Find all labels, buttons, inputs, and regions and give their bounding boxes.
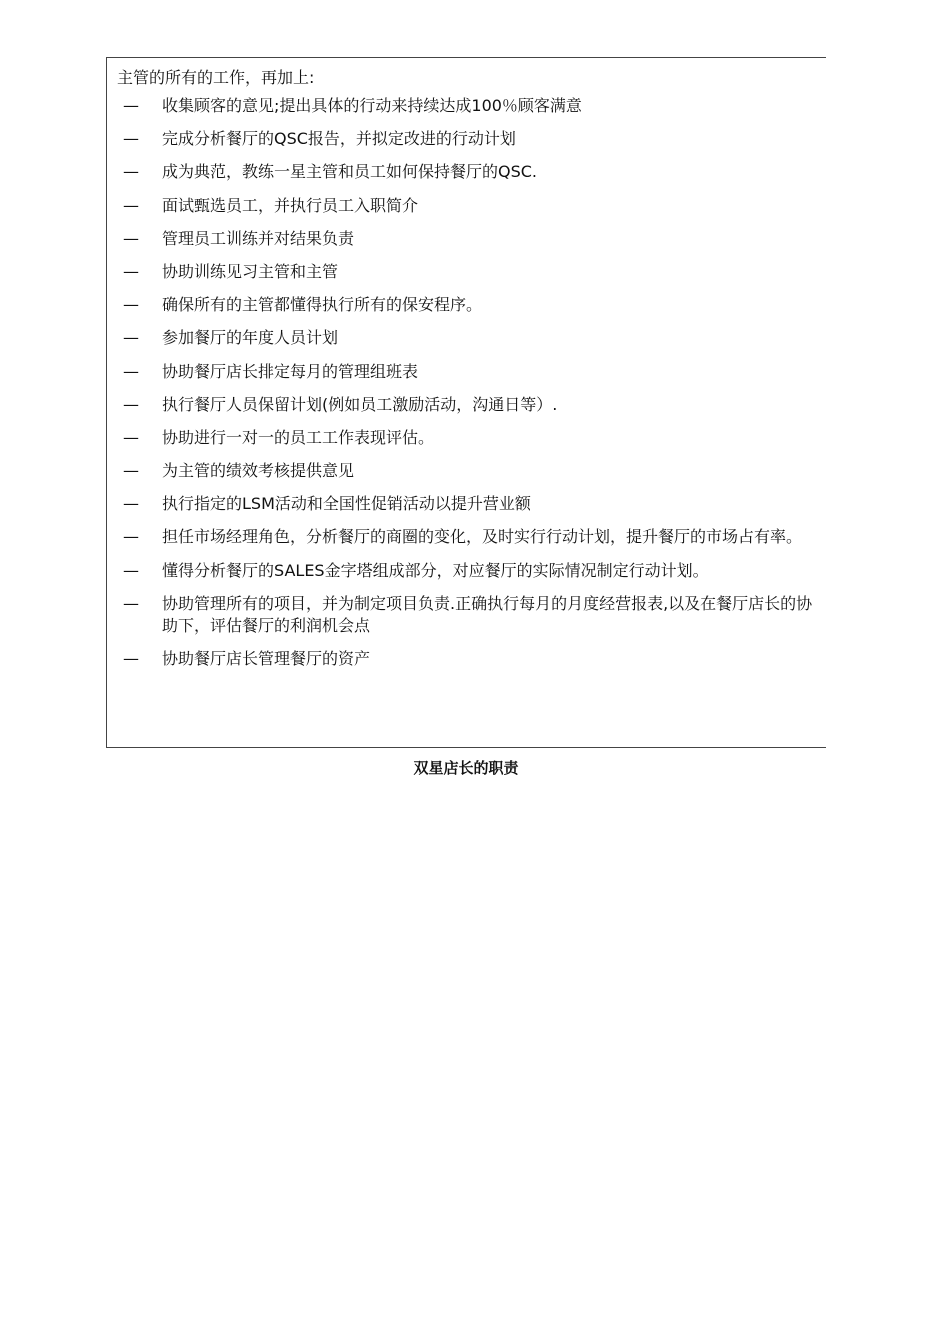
list-item bbox=[107, 327, 819, 349]
duty-text: 懂得分析餐厅的SALES金字塔组成部分，对应餐厅的实际情况制定行动计划。 bbox=[162, 560, 709, 580]
list-item bbox=[107, 394, 819, 416]
duty-text: 协助进行一对一的员工工作表现评估。 bbox=[162, 427, 435, 447]
list-item bbox=[107, 161, 819, 183]
document-caption: 双星店长的职责 bbox=[413, 759, 519, 777]
duty-text: 确保所有的主管都懂得执行所有的保安程序。 bbox=[162, 295, 483, 315]
duty-text: 协助餐厅店长排定每月的管理组班表 bbox=[162, 361, 419, 381]
duty-text: 成为典范，教练一星主管和员工如何保持餐厅的QSC. bbox=[162, 162, 538, 182]
dash-bullet: — bbox=[123, 560, 139, 580]
list-item bbox=[107, 95, 819, 117]
list-item bbox=[107, 128, 819, 150]
dash-bullet: — bbox=[123, 394, 139, 414]
dash-bullet: — bbox=[123, 96, 139, 115]
dash-bullet: — bbox=[123, 461, 139, 481]
list-item bbox=[107, 361, 819, 383]
duty-list bbox=[107, 95, 819, 681]
duty-text: 参加餐厅的年度人员计划 bbox=[162, 328, 339, 348]
duty-text: 协助餐厅店长管理餐厅的资产 bbox=[162, 649, 371, 668]
list-item bbox=[107, 460, 819, 482]
dash-bullet: — bbox=[123, 494, 139, 514]
duty-text: 面试甄选员工，并执行员工入职简介 bbox=[162, 195, 419, 215]
dash-bullet: — bbox=[123, 427, 139, 447]
duty-text: 协助训练见习主管和主管 bbox=[162, 261, 339, 281]
dash-bullet: — bbox=[123, 228, 139, 248]
duty-text: 担任市场经理角色，分析餐厅的商圈的变化，及时实行行动计划，提升餐厅的市场占有率。 bbox=[162, 527, 803, 547]
list-item bbox=[107, 195, 819, 217]
dash-bullet: — bbox=[123, 649, 139, 668]
dash-bullet: — bbox=[123, 129, 139, 149]
list-item bbox=[107, 593, 819, 637]
dash-bullet: — bbox=[123, 527, 139, 547]
duty-text: 执行餐厅人员保留计划(例如员工激励活动，沟通日等）. bbox=[162, 394, 558, 414]
intro-text: 主管的所有的工作，再加上: bbox=[117, 68, 315, 87]
dash-bullet: — bbox=[123, 295, 139, 315]
dash-bullet: — bbox=[123, 593, 139, 613]
dash-bullet: — bbox=[123, 162, 139, 182]
duty-text: 管理员工训练并对结果负责 bbox=[162, 228, 355, 248]
list-item bbox=[107, 648, 819, 670]
duty-text: 为主管的绩效考核提供意见 bbox=[162, 461, 355, 481]
duty-text: 执行指定的LSM活动和全国性促销活动以提升营业额 bbox=[162, 494, 531, 514]
list-item bbox=[107, 294, 819, 316]
dash-bullet: — bbox=[123, 328, 139, 348]
list-item bbox=[107, 560, 819, 582]
duties-box bbox=[106, 57, 826, 748]
duty-text: 协助管理所有的项目，并为制定项目负责.正确执行每月的月度经营报表,以及在餐厅店长的协助下，评估餐厅的利润机会点 bbox=[162, 593, 813, 635]
list-item bbox=[107, 493, 819, 515]
list-item bbox=[107, 261, 819, 283]
duty-text: 完成分析餐厅的QSC报告，并拟定改进的行动计划 bbox=[162, 129, 516, 149]
list-item bbox=[107, 526, 819, 548]
dash-bullet: — bbox=[123, 261, 139, 281]
duty-text: 收集顾客的意见;提出具体的行动来持续达成100％顾客满意 bbox=[162, 96, 582, 115]
dash-bullet: — bbox=[123, 361, 139, 381]
list-item bbox=[107, 427, 819, 449]
list-item bbox=[107, 228, 819, 250]
dash-bullet: — bbox=[123, 195, 139, 215]
